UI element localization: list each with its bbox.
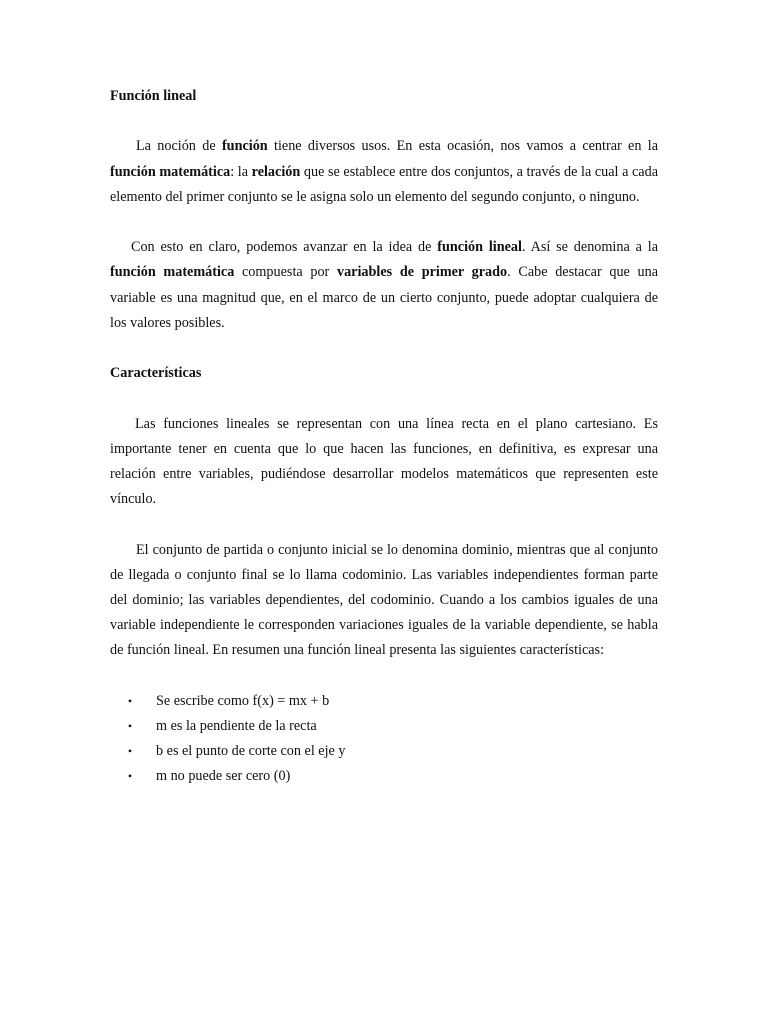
bullet-icon: • [127, 693, 133, 708]
text-run: que se establece entre dos conjuntos, a través de la cual a cada elemento del primer conjunto se le asigna solo un elemento del segundo conjunto, o ninguno. [110, 163, 658, 205]
paragraph-domain: El conjunto de partida o conjunto inicial se lo denomina dominio, mientras que al conjunto de llegada o conjunto final se lo llama codominio. Las variables independientes forman parte del dominio; las variables dependientes, del codominio. Cuando a los cambios iguales de una variable independiente le corresponden variaciones iguales de la variable dependiente, se habla de función lineal. En resumen una función lineal presenta las siguientes características: [110, 541, 658, 659]
bold-term: variables de primer grado [336, 264, 508, 281]
paragraph-representation: Las funciones lineales se representan con una línea recta en el plano cartesiano. Es importante tener en cuenta que lo que hacen las funciones, en definitiva, es expresar una relación entre variables, pudiéndose desarrollar modelos matemáticos que representen este vínculo. [110, 415, 658, 508]
bold-term: función matemática [110, 163, 231, 180]
text-run: . Así se denomina a la [521, 239, 658, 256]
list-item-text: m no puede ser cero (0) [156, 768, 291, 785]
bold-term: función matemática [110, 264, 235, 281]
text-run: compuesta por [234, 264, 337, 281]
list-item [110, 739, 658, 764]
list-item-text: Se escribe como f(x) = mx + b [156, 692, 330, 709]
characteristics-list [110, 689, 658, 790]
list-item [110, 714, 658, 739]
bullet-icon: • [127, 718, 133, 733]
document-body [110, 84, 658, 790]
paragraph-definition [110, 134, 658, 210]
bullet-icon: • [127, 744, 133, 759]
list-item-text: b es el punto de corte con el eje y [156, 743, 346, 760]
list-item [110, 764, 658, 789]
list-item-text: m es la pendiente de la recta [156, 717, 317, 734]
paragraph-linear-function [110, 235, 658, 336]
bold-term: función [221, 138, 268, 155]
text-run: : la [230, 163, 252, 180]
bullet-icon: • [127, 769, 133, 784]
bold-term: función lineal [437, 239, 522, 256]
text-run: . Cabe destacar que una variable es una magnitud que, en el marco de un cierto conjunto, puede adoptar cualquiera de los valores posibles. [110, 264, 659, 331]
text-run: Con esto en claro, podemos avanzar en la idea de [131, 239, 438, 256]
section-heading: Características [110, 365, 202, 382]
list-item [110, 689, 658, 714]
bold-term: relación [251, 163, 301, 180]
page-title: Función lineal [110, 88, 197, 104]
text-run: tiene diversos usos. En esta ocasión, nos vamos a centrar en la [267, 138, 659, 155]
text-run: La noción de [136, 138, 222, 155]
